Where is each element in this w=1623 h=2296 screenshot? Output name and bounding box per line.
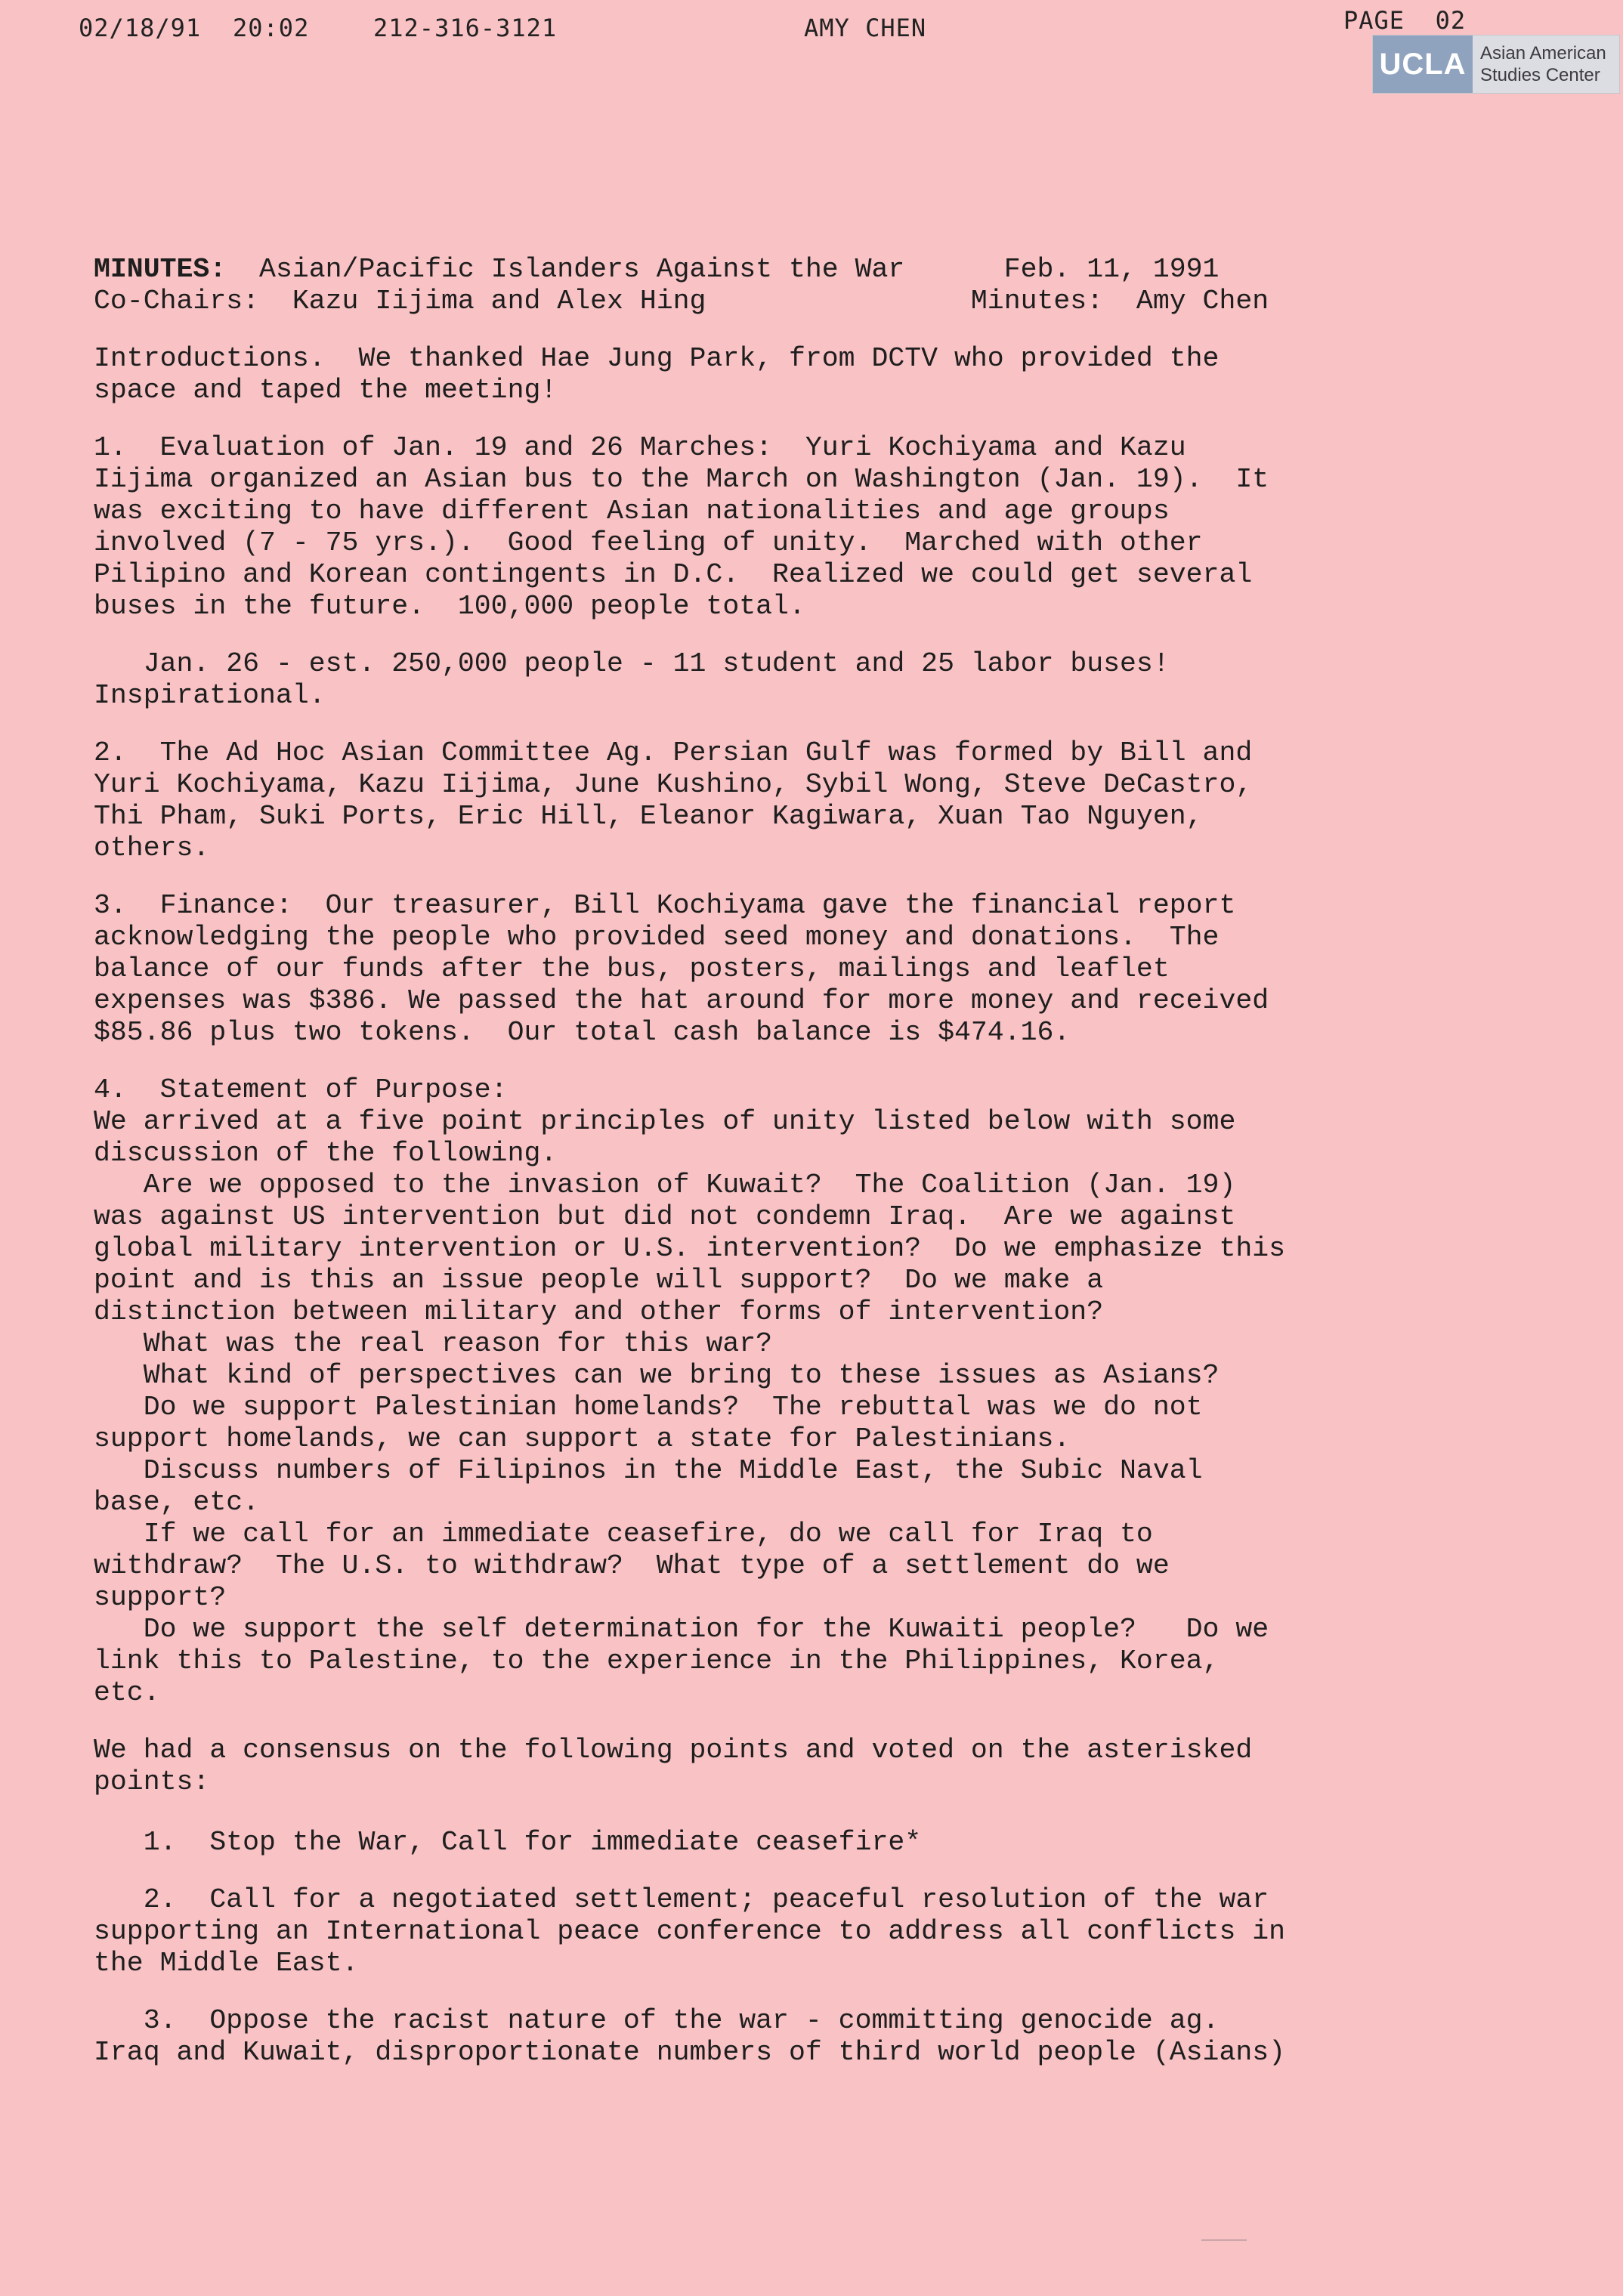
item4-question-1: Are we opposed to the invasion of Kuwait? The Coalition (Jan. 19) was against US intervention but did not condemn Iraq. Are we against global military intervention or U.S. intervention? Do we emphasize this point and is this an issue people will support? Do we make a distinction between military and other forms of intervention?	[94, 1170, 1286, 1327]
fax-page: PAGE 02	[1343, 6, 1467, 35]
fax-time: 20:02	[233, 14, 310, 42]
intro-paragraph: Introductions. We thanked Hae Jung Park, from DCTV who provided the space and taped the meeting!	[94, 343, 1220, 406]
item4-intro: We arrived at a five point principles of unity listed below with some discussion of the following.	[94, 1106, 1236, 1169]
item1-paragraph: 1. Evaluation of Jan. 19 and 26 Marches: Yuri Kochiyama and Kazu Iijima organized an Asian bus to the March on Washington (Jan. 19). It was exciting to have different Asian nationalities and age groups involved (7 - 75 yrs.). Good feeling of unity. Marched with other Pilipino and Korean contingents in D.C. Realized we could get several buses in the future. 100,000 people total.	[94, 432, 1269, 622]
item3-paragraph: 3. Finance: Our treasurer, Bill Kochiyama gave the financial report acknowledging the people who provided seed money and donations. The balance of our funds after the bus, posters, mailings and leaflet expenses was $386. We passed the hat around for more money and received $85.86 plus two tokens. Our total cash balance is $474.16.	[94, 890, 1269, 1048]
center-name-line2: Studies Center	[1480, 65, 1600, 85]
fax-date: 02/18/91	[79, 14, 202, 42]
item1-followup: Jan. 26 - est. 250,000 people - 11 student and 25 labor buses! Inspirational.	[94, 648, 1170, 711]
ucla-wordmark: UCLA	[1373, 36, 1473, 93]
item4-question-7: Do we support the self determination for the Kuwaiti people? Do we link this to Palestine, to the experience in the Philippines, Korea, etc.	[94, 1614, 1269, 1708]
item2-paragraph: 2. The Ad Hoc Asian Committee Ag. Persian Gulf was formed by Bill and Yuri Kochiyama, Kazu Iijima, June Kushino, Sybil Wong, Steve DeCastro, Thi Pham, Suki Ports, Eric Hill, Eleanor Kagiwara, Xuan Tao Nguyen, others.	[94, 737, 1253, 864]
item4-title: 4. Statement of Purpose:	[94, 1074, 508, 1105]
heading-line2: Co-Chairs: Kazu Iijima and Alex Hing Minutes: Amy Chen	[94, 286, 1269, 317]
item4-question-3: What kind of perspectives can we bring to these issues as Asians?	[94, 1360, 1220, 1391]
minutes-label: MINUTES:	[94, 254, 227, 285]
item4-question-4: Do we support Palestinian homelands? The rebuttal was we do not support homelands, we can support a state for Palestinians.	[94, 1392, 1203, 1454]
principle-3: 3. Oppose the racist nature of the war - committing genocide ag. Iraq and Kuwait, disproportionate numbers of third world people (Asians)	[94, 2005, 1286, 2068]
center-name-line1: Asian American	[1480, 43, 1606, 63]
principle-2: 2. Call for a negotiated settlement; peaceful resolution of the war supporting an International peace conference to address all conflicts in the Middle East.	[94, 1884, 1286, 1979]
fax-phone: 212-316-3121	[373, 14, 558, 42]
scan-mark	[1201, 2239, 1247, 2241]
heading-line1	[94, 254, 1544, 286]
principle-1: 1. Stop the War, Call for immediate ceasefire*	[94, 1827, 922, 1858]
fax-sender: AMY CHEN	[804, 14, 927, 42]
ucla-logo	[1372, 35, 1620, 94]
item4-question-6: If we call for an immediate ceasefire, do we call for Iraq to withdraw? The U.S. to withdraw? What type of a settlement do we support?	[94, 1519, 1170, 1613]
item4-question-5: Discuss numbers of Filipinos in the Middle East, the Subic Naval base, etc.	[94, 1455, 1203, 1518]
center-name	[1473, 36, 1619, 93]
minutes-document	[94, 254, 1544, 2069]
item4-question-2: What was the real reason for this war?	[94, 1328, 773, 1359]
heading-title: Asian/Pacific Islanders Against the War Feb. 11, 1991	[226, 254, 1220, 285]
consensus-paragraph: We had a consensus on the following points and voted on the asterisked points:	[94, 1735, 1253, 1797]
